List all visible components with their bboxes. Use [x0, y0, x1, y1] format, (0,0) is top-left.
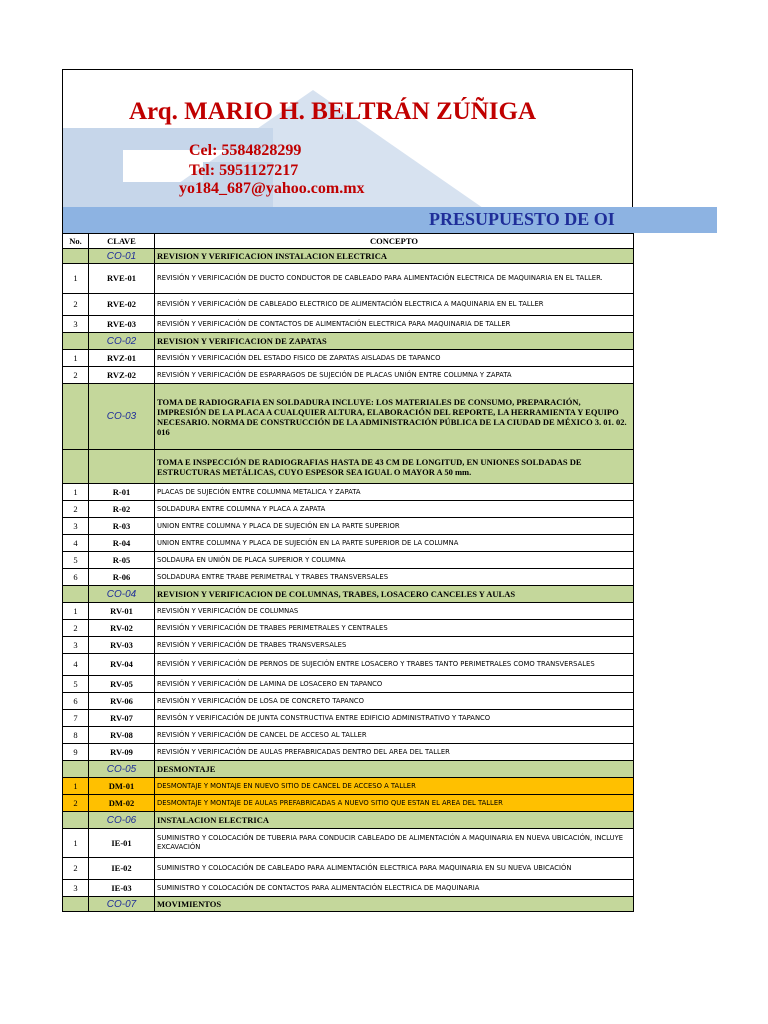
cell-concepto: DESMONTAJE Y MONTAJE DE AULAS PREFABRICADAS A NUEVO SITIO QUE ESTAN EL AREA DEL TALLER	[155, 795, 634, 812]
cell-no: 4	[63, 654, 89, 676]
cell-no: 3	[63, 637, 89, 654]
cell-no	[63, 897, 89, 912]
cell-concepto: REVISIÓN Y VERIFICACIÓN DE PERNOS DE SUJECIÓN ENTRE LOSACERO Y TRABES TANTO PERIMETRALES COMO TRANSVERSALES	[155, 654, 634, 676]
cell-no: 7	[63, 710, 89, 727]
letterhead	[62, 69, 633, 208]
cell-clave: R-03	[89, 518, 155, 535]
cell-clave: RV-02	[89, 620, 155, 637]
cell-concepto: INSTALACION ELECTRICA	[155, 812, 634, 829]
col-header-concepto: CONCEPTO	[155, 234, 634, 249]
cell-concepto: UNION ENTRE COLUMNA Y PLACA DE SUJECIÓN EN LA PARTE SUPERIOR	[155, 518, 634, 535]
tel-number: Tel: 5951127217	[189, 162, 299, 179]
cell-no: 2	[63, 501, 89, 518]
table-row	[63, 552, 634, 569]
table-row	[63, 676, 634, 693]
cell-clave: R-05	[89, 552, 155, 569]
table-row	[63, 484, 634, 501]
budget-banner	[62, 207, 717, 233]
cell-concepto: TOMA DE RADIOGRAFIA EN SOLDADURA INCLUYE: LOS MATERIALES DE CONSUMO, PREPARACIÓN, IMPRESIÓN DE LA PLACA A CUALQUIER ALTURA, ELABORACIÓN DEL REPORTE, LA HERRAMIENTA Y EQUIPO NECESARIO. NORMA DE CONSTRUCCIÓN DE LA ADMINISTRACIÓN PÚBLICA DE LA CIUDAD DE MÉXICO 3. 01. 02. 016	[155, 384, 634, 450]
cell-concepto: DESMONTAJE Y MONTAJE EN NUEVO SITIO DE CANCEL DE ACCESO A TALLER	[155, 778, 634, 795]
table-row	[63, 637, 634, 654]
table-row	[63, 569, 634, 586]
cell-clave	[89, 450, 155, 484]
cell-no: 1	[63, 603, 89, 620]
cell-concepto: REVISÓN Y VERIFICACIÓN DE JUNTA CONSTRUCTIVA ENTRE EDIFICIO ADMINISTRATIVO Y TAPANCO	[155, 710, 634, 727]
cell-no	[63, 812, 89, 829]
cell-clave: R-04	[89, 535, 155, 552]
cell-concepto: REVISIÓN Y VERIFICACIÓN DEL ESTADO FISICO DE ZAPATAS AISLADAS DE TAPANCO	[155, 350, 634, 367]
table-row	[63, 727, 634, 744]
cell-no: 2	[63, 795, 89, 812]
cell-clave: CO-04	[89, 586, 155, 603]
cell-clave: R-01	[89, 484, 155, 501]
cell-no	[63, 333, 89, 350]
cell-no: 1	[63, 484, 89, 501]
cell-concepto: SOLDAURA EN UNIÓN DE PLACA SUPERIOR Y COLUMNA	[155, 552, 634, 569]
cell-clave: CO-06	[89, 812, 155, 829]
cell-no: 6	[63, 569, 89, 586]
cell-clave: RV-06	[89, 693, 155, 710]
cell-concepto: REVISION Y VERIFICACION INSTALACION ELECTRICA	[155, 249, 634, 264]
cell-clave: CO-02	[89, 333, 155, 350]
category-row	[63, 249, 634, 264]
cell-clave: RVE-03	[89, 316, 155, 333]
cell-concepto: REVISIÓN Y VERIFICACIÓN DE ESPARRAGOS DE SUJECIÓN DE PLACAS UNIÓN ENTRE COLUMNA Y ZAPATA	[155, 367, 634, 384]
table-row	[63, 264, 634, 294]
table-row	[63, 654, 634, 676]
cell-no: 1	[63, 264, 89, 294]
category-row	[63, 897, 634, 912]
category-row	[63, 450, 634, 484]
cell-concepto: SUMINISTRO Y COLOCACIÓN DE CONTACTOS PARA ALIMENTACIÓN ELECTRICA DE MAQUINARIA	[155, 880, 634, 897]
table-row	[63, 744, 634, 761]
table-row	[63, 829, 634, 858]
budget-table	[62, 233, 634, 912]
cell-no: 3	[63, 518, 89, 535]
cell-clave: CO-05	[89, 761, 155, 778]
cell-no: 6	[63, 693, 89, 710]
col-header-clave: CLAVE	[89, 234, 155, 249]
cell-clave: RV-08	[89, 727, 155, 744]
cell-no: 3	[63, 880, 89, 897]
architect-name: Arq. MARIO H. BELTRÁN ZÚÑIGA	[129, 98, 537, 125]
cell-no: 2	[63, 367, 89, 384]
table-row	[63, 316, 634, 333]
col-header-no: No.	[63, 234, 89, 249]
cell-concepto: REVISION Y VERIFICACION DE ZAPATAS	[155, 333, 634, 350]
cell-clave: IE-02	[89, 858, 155, 880]
cell-no	[63, 450, 89, 484]
email-address[interactable]: yo184_687@yahoo.com.mx	[179, 180, 365, 197]
cell-clave: CO-07	[89, 897, 155, 912]
cell-concepto: REVISIÓN Y VERIFICACIÓN DE LAMINA DE LOSACERO EN TAPANCO	[155, 676, 634, 693]
cell-no: 2	[63, 620, 89, 637]
cell-clave: CO-01	[89, 249, 155, 264]
category-row	[63, 586, 634, 603]
cell-clave: DM-01	[89, 778, 155, 795]
budget-title: PRESUPUESTO DE OI	[429, 209, 615, 229]
cell-clave: CO-03	[89, 384, 155, 450]
table-row	[63, 778, 634, 795]
table-row	[63, 795, 634, 812]
cell-clave: RV-09	[89, 744, 155, 761]
cell-no	[63, 761, 89, 778]
table-header-row	[63, 234, 634, 249]
cell-concepto: REVISIÓN Y VERIFICACIÓN DE COLUMNAS	[155, 603, 634, 620]
category-row	[63, 333, 634, 350]
cell-concepto: UNION ENTRE COLUMNA Y PLACA DE SUJECIÓN EN LA PARTE SUPERIOR DE LA COLUMNA	[155, 535, 634, 552]
cell-no	[63, 586, 89, 603]
table-row	[63, 294, 634, 316]
table-row	[63, 367, 634, 384]
cell-concepto: PLACAS DE SUJECIÓN ENTRE COLUMNA METALICA Y ZAPATA	[155, 484, 634, 501]
cell-concepto: SOLDADURA ENTRE TRABE PERIMETRAL Y TRABES TRANSVERSALES	[155, 569, 634, 586]
table-row	[63, 693, 634, 710]
cell-clave: IE-01	[89, 829, 155, 858]
cell-clave: RV-07	[89, 710, 155, 727]
category-row	[63, 812, 634, 829]
cell-clave: RV-05	[89, 676, 155, 693]
cell-clave: IE-03	[89, 880, 155, 897]
cell-no	[63, 384, 89, 450]
cell-no: 9	[63, 744, 89, 761]
cell-no: 3	[63, 316, 89, 333]
cell-no: 1	[63, 350, 89, 367]
category-row	[63, 761, 634, 778]
cell-no: 2	[63, 858, 89, 880]
cell-no: 4	[63, 535, 89, 552]
cell-concepto: SOLDADURA ENTRE COLUMNA Y PLACA A ZAPATA	[155, 501, 634, 518]
cell-concepto: REVISIÓN Y VERIFICACIÓN DE CANCEL DE ACCESO AL TALLER	[155, 727, 634, 744]
table-row	[63, 620, 634, 637]
category-row	[63, 384, 634, 450]
cell-concepto: SUMINISTRO Y COLOCACIÓN DE TUBERIA PARA CONDUCIR CABLEADO DE ALIMENTACIÓN A MAQUINARIA EN NUEVA UBICACIÓN, INCLUYE EXCAVACIÓN	[155, 829, 634, 858]
cell-clave: RVE-02	[89, 294, 155, 316]
cell-concepto: REVISION Y VERIFICACION DE COLUMNAS, TRABES, LOSACERO CANCELES Y AULAS	[155, 586, 634, 603]
cell-clave: RV-04	[89, 654, 155, 676]
cell-concepto: REVISIÓN Y VERIFICACIÓN DE TRABES PERIMETRALES Y CENTRALES	[155, 620, 634, 637]
cell-no: 8	[63, 727, 89, 744]
table-row	[63, 603, 634, 620]
cell-clave: RVZ-02	[89, 367, 155, 384]
cell-concepto: REVISIÓN Y VERIFICACIÓN DE DUCTO CONDUCTOR DE CABLEADO PARA ALIMENTACIÓN ELECTRICA DE MAQUINARIA EN EL TALLER.	[155, 264, 634, 294]
table-row	[63, 880, 634, 897]
cell-concepto: REVISIÓN Y VERIFICACIÓN DE TRABES TRANSVERSALES	[155, 637, 634, 654]
cell-concepto: MOVIMIENTOS	[155, 897, 634, 912]
table-row	[63, 501, 634, 518]
cell-concepto: SUMINISTRO Y COLOCACIÓN DE CABLEADO PARA ALIMENTACIÓN ELECTRICA PARA MAQUINARIA EN SU NUEVA UBICACIÓN	[155, 858, 634, 880]
cell-clave: R-02	[89, 501, 155, 518]
cell-no: 1	[63, 829, 89, 858]
table-row	[63, 535, 634, 552]
cel-number: Cel: 5584828299	[189, 142, 302, 159]
table-row	[63, 350, 634, 367]
cell-concepto: TOMA E INSPECCIÓN DE RADIOGRAFIAS HASTA DE 43 CM DE LONGITUD, EN UNIONES SOLDADAS DE ESTRUCTURAS METÁLICAS, CUYO ESPESOR SEA IGUAL O MAYOR A 50 mm.	[155, 450, 634, 484]
cell-clave: DM-02	[89, 795, 155, 812]
cell-concepto: REVISIÓN Y VERIFICACIÓN DE CONTACTOS DE ALIMENTACIÓN ELECTRICA PARA MAQUINARIA DE TALLER	[155, 316, 634, 333]
cell-no: 5	[63, 552, 89, 569]
cell-concepto: REVISIÓN Y VERIFICACIÓN DE CABLEADO ELECTRICO DE ALIMENTACIÓN ELECTRICA A MAQUINARIA EN EL TALLER	[155, 294, 634, 316]
cell-concepto: REVISIÓN Y VERIFICACIÓN DE LOSA DE CONCRETO TAPANCO	[155, 693, 634, 710]
cell-clave: R-06	[89, 569, 155, 586]
table-row	[63, 710, 634, 727]
table-row	[63, 858, 634, 880]
cell-no: 5	[63, 676, 89, 693]
cell-no	[63, 249, 89, 264]
cell-no: 1	[63, 778, 89, 795]
cell-concepto: REVISIÓN Y VERIFICACIÓN DE AULAS PREFABRICADAS DENTRO DEL AREA DEL TALLER	[155, 744, 634, 761]
cell-clave: RVE-01	[89, 264, 155, 294]
cell-clave: RVZ-01	[89, 350, 155, 367]
table-row	[63, 518, 634, 535]
cell-concepto: DESMONTAJE	[155, 761, 634, 778]
cell-clave: RV-01	[89, 603, 155, 620]
document-sheet	[62, 69, 633, 208]
cell-no: 2	[63, 294, 89, 316]
cell-clave: RV-03	[89, 637, 155, 654]
